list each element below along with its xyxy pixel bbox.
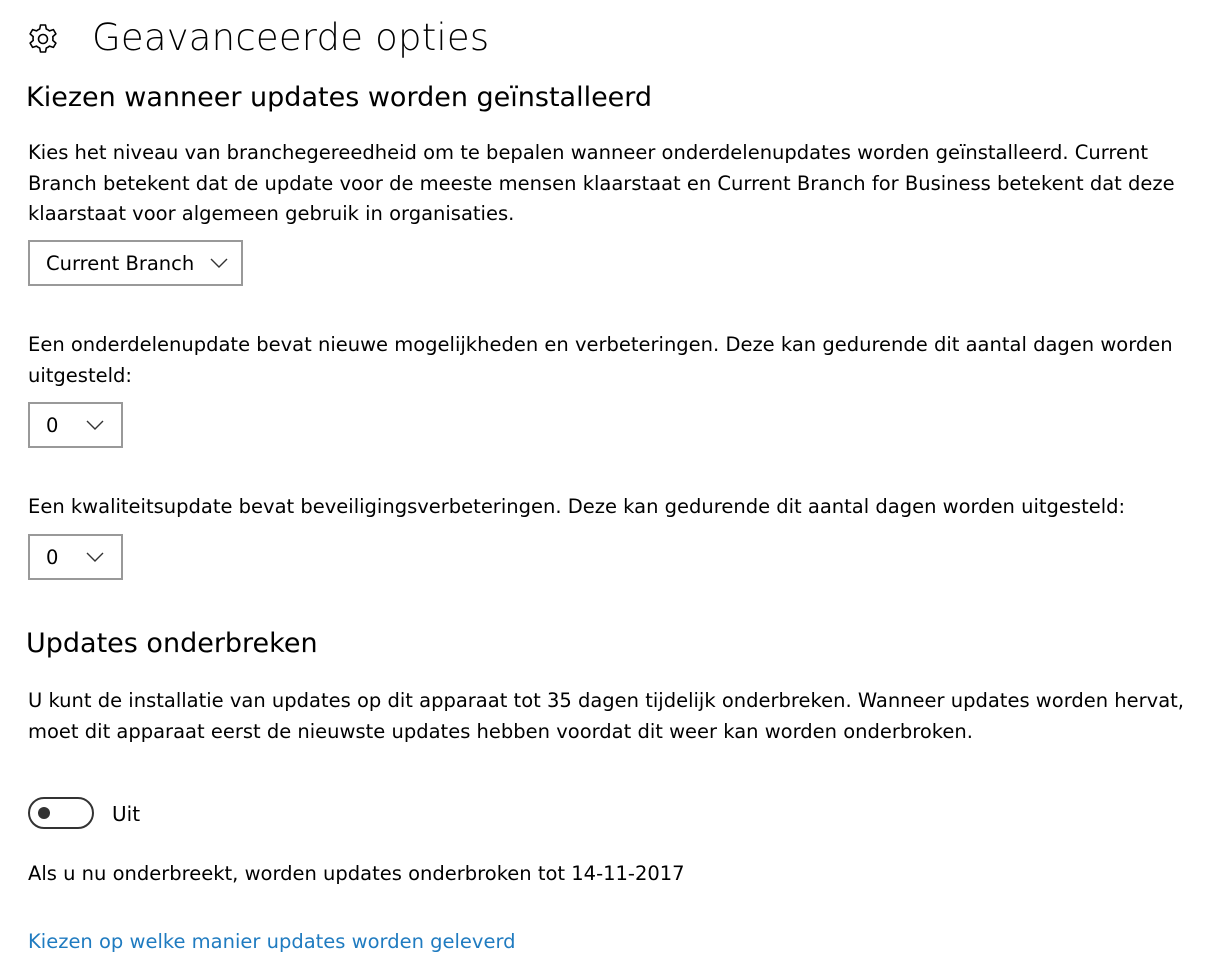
toggle-knob xyxy=(38,807,50,819)
section-heading-install-timing: Kiezen wanneer updates worden geïnstalleerd xyxy=(26,82,653,113)
quality-update-defer-dropdown[interactable] xyxy=(28,534,123,580)
pause-description: U kunt de installatie van updates op dit apparaat tot 35 dagen tijdelijk onderbreken. Wanneer updates worden hervat, moet dit apparaat eerst de nieuwste updates hebben voordat dit weer kan worden onderbroken. xyxy=(28,689,1185,743)
chevron-down-icon xyxy=(86,420,104,430)
section-heading-pause-updates: Updates onderbreken xyxy=(26,628,318,659)
chevron-down-icon xyxy=(86,552,104,562)
delivery-options-link[interactable]: Kiezen op welke manier updates worden geleverd xyxy=(28,930,516,953)
toggle-state-label: Uit xyxy=(112,802,141,826)
quality-update-defer-value: 0 xyxy=(46,545,59,569)
branch-readiness-dropdown[interactable] xyxy=(28,240,243,286)
page-title: Geavanceerde opties xyxy=(92,16,490,59)
gear-icon xyxy=(26,22,60,56)
feature-update-defer-value: 0 xyxy=(46,413,59,437)
feature-update-description: Een onderdelenupdate bevat nieuwe mogelijkheden en verbeteringen. Deze kan gedurende dit aantal dagen worden uitgesteld: xyxy=(28,333,1173,387)
chevron-down-icon xyxy=(210,258,228,268)
feature-update-defer-dropdown[interactable] xyxy=(28,402,123,448)
pause-until-text: Als u nu onderbreekt, worden updates onderbroken tot 14-11-2017 xyxy=(28,862,685,885)
branch-description: Kies het niveau van branchegereedheid om te bepalen wanneer onderdelenupdates worden geïnstalleerd. Current Branch betekent dat de update voor de meeste mensen klaarstaat en Current Branch for Business betekent dat deze klaarstaat voor algemeen gebruik in organisaties. xyxy=(28,141,1175,225)
pause-updates-toggle[interactable] xyxy=(28,797,94,829)
branch-readiness-value: Current Branch xyxy=(46,251,195,275)
quality-update-description: Een kwaliteitsupdate bevat beveiligingsverbeteringen. Deze kan gedurende dit aantal dagen worden uitgesteld: xyxy=(28,495,1126,518)
